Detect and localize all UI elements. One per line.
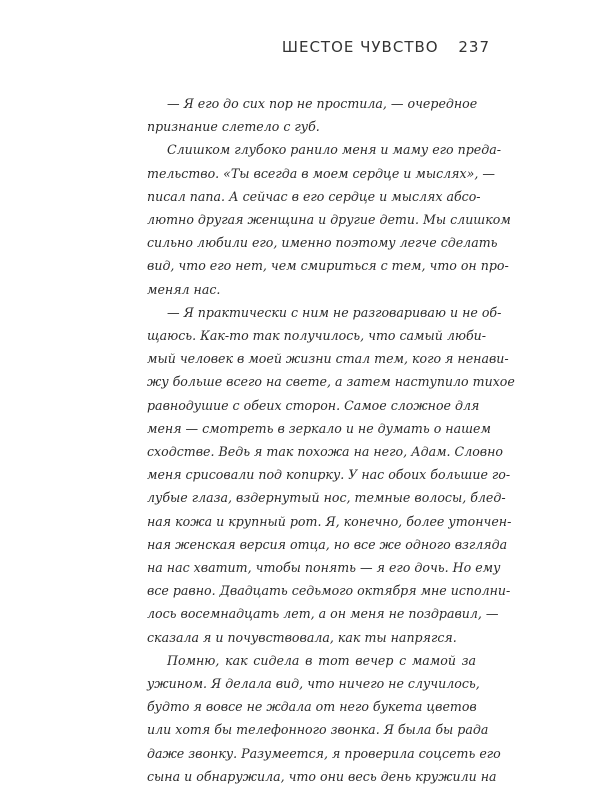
text-line: равнодушие с обеих сторон. Самое сложное для — [147, 397, 480, 413]
paragraph — [147, 138, 511, 300]
text-line: сына и обнаружила, что они весь день кружили на — [147, 768, 497, 784]
paragraph — [147, 301, 515, 649]
running-header — [282, 38, 490, 56]
text-line: сказала я и почувствовала, как ты напрягся. — [147, 629, 457, 645]
text-line: писал папа. А сейчас в его сердце и мыслях абсо- — [147, 188, 481, 204]
text-line: Слишком глубоко ранило меня и маму его преда- — [167, 142, 502, 158]
text-line: признание слетело с губ. — [147, 119, 320, 135]
text-line: Помню, как сидела в тот вечер с мамой за — [167, 652, 476, 668]
text-line: — Я практически с ним не разговариваю и не об- — [167, 304, 502, 320]
text-line: лось восемнадцать лет, а он меня не поздравил, — — [147, 606, 499, 622]
text-line: сильно любили его, именно поэтому легче сделать — [147, 235, 498, 251]
text-line: лубые глаза, вздернутый нос, темные волосы, блед- — [147, 490, 506, 506]
text-line: тельство. «Ты всегда в моем сердце и мыслях», — — [147, 165, 495, 181]
text-line: вид, что его нет, чем смириться с тем, что он про- — [147, 258, 509, 274]
text-line: будто я вовсе не ждала от него букета цветов — [147, 699, 477, 715]
text-line: все равно. Двадцать седьмого октября мне исполни- — [147, 583, 511, 599]
text-line: ная женская версия отца, но все же одного взгляда — [147, 536, 508, 552]
paragraph — [147, 649, 501, 788]
text-line: лютно другая женщина и другие дети. Мы слишком — [147, 212, 511, 228]
paragraph — [147, 92, 476, 138]
text-line: на нас хватит, чтобы понять — я его дочь. Но ему — [147, 560, 501, 576]
text-line: щаюсь. Как-то так получилось, что самый люби- — [147, 328, 487, 344]
text-line: даже звонку. Разумеется, я проверила соцсеть его — [147, 745, 501, 761]
text-line: ужином. Я делала вид, что ничего не случилось, — [147, 676, 480, 692]
text-line: — Я его до сих пор не простила, — очередное — [167, 96, 478, 111]
chapter-title: ШЕСТОЕ ЧУВСТВО — [281, 38, 439, 56]
text-line: менял нас. — [147, 281, 221, 297]
text-line: или хотя бы телефонного звонка. Я была бы рада — [147, 722, 489, 738]
text-line: ная кожа и крупный рот. Я, конечно, более утончен- — [147, 513, 512, 529]
body-text — [147, 92, 515, 788]
text-line: сходстве. Ведь я так похожа на него, Адам. Словно — [147, 444, 504, 460]
text-line: меня — смотреть в зеркало и не думать о нашем — [147, 420, 491, 436]
text-line: мый человек в моей жизни стал тем, кого я ненави- — [147, 351, 509, 367]
text-line: жу больше всего на свете, а затем наступило тихое — [147, 374, 515, 390]
text-line: меня срисовали под копирку. У нас обоих большие го- — [147, 467, 511, 483]
page-number: 237 — [458, 38, 490, 56]
